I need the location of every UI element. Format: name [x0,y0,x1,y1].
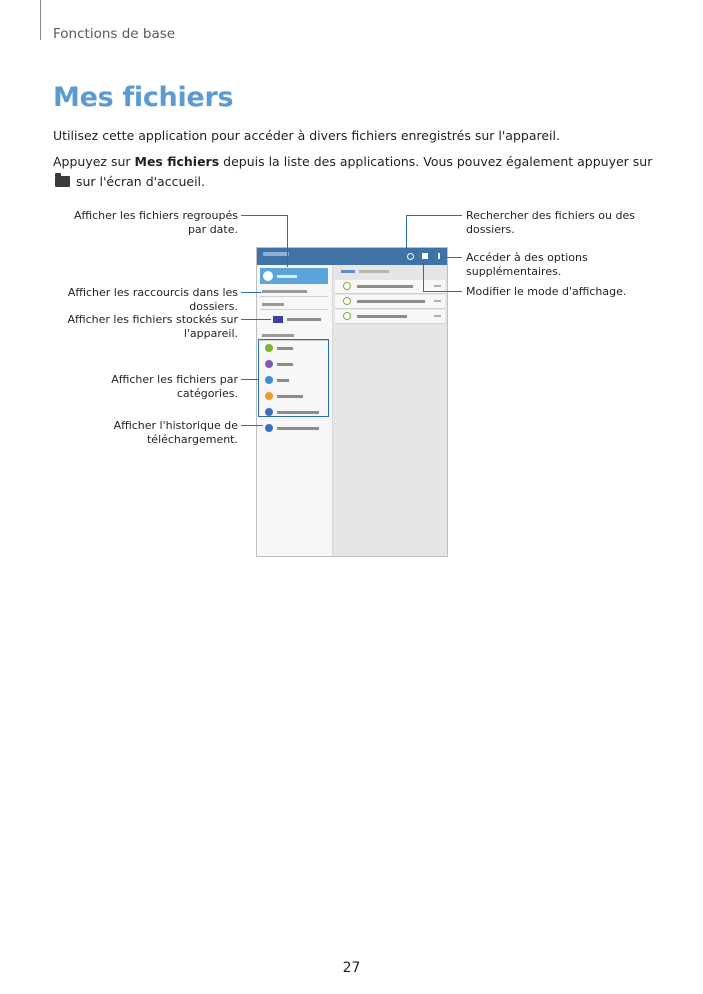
file-icon [343,312,351,320]
device-storage-item[interactable] [287,318,321,321]
instruction-after: depuis la liste des applications. Vous pouvez également appuyer sur [219,154,653,169]
connector-view-v [423,263,424,292]
connector-categories [241,379,258,380]
callout-view: Modifier le mode d'affichage. [466,285,627,298]
instruction-app-name: Mes fichiers [134,154,220,169]
connector-search-v [406,215,407,252]
file-row[interactable] [335,310,445,324]
connector-options [440,257,462,258]
app-bar-title [263,252,289,256]
search-icon[interactable] [407,253,414,260]
connector-storage [241,319,271,320]
file-icon [343,282,351,290]
shortcuts-heading [262,290,307,293]
callout-storage: Afficher les fichiers stockés sur l'appareil. [67,313,238,340]
breadcrumb [341,270,355,273]
margin-rule [40,0,41,40]
more-options-icon[interactable] [438,253,440,259]
storage-heading [262,303,284,306]
recent-files-item[interactable] [260,268,328,284]
download-history-item[interactable] [277,427,319,430]
callout-shortcuts: Afficher les raccourcis dans les dossiers. [67,286,238,313]
device-storage-icon [273,316,283,323]
file-list-pane [333,265,447,556]
grid-view-icon[interactable] [422,253,428,259]
page-number: 27 [342,960,361,976]
app-bar [257,248,447,265]
instruction-before: Appuyez sur [53,154,135,169]
instruction-paragraph [53,152,663,192]
instruction-end: sur l'écran d'accueil. [72,174,205,189]
callout-options: Accéder à des options supplémentaires. [466,251,588,278]
callout-date: Afficher les fichiers regroupés par date. [73,209,238,236]
callout-search: Rechercher des fichiers ou des dossiers. [466,209,635,236]
folder-icon [55,176,70,187]
page-title: Mes fichiers [53,82,234,113]
callout-categories: Afficher les fichiers par catégories. [111,373,238,400]
file-icon [343,297,351,305]
file-row[interactable] [335,295,445,309]
connector-date-v [287,215,288,267]
callout-history: Afficher l'historique de téléchargement. [113,419,238,446]
connector-date [241,215,288,216]
connector-history [241,425,263,426]
breadcrumb-count [359,270,389,273]
section-header: Fonctions de base [53,26,176,42]
clock-icon [263,271,273,281]
connector-view [423,291,462,292]
connector-search [406,215,462,216]
connector-shortcuts [241,292,261,293]
intro-paragraph: Utilisez cette application pour accéder à divers fichiers enregistrés sur l'appareil. [53,128,560,143]
categories-heading [262,334,294,337]
download-history-icon [265,424,273,432]
categories-highlight [258,339,329,417]
